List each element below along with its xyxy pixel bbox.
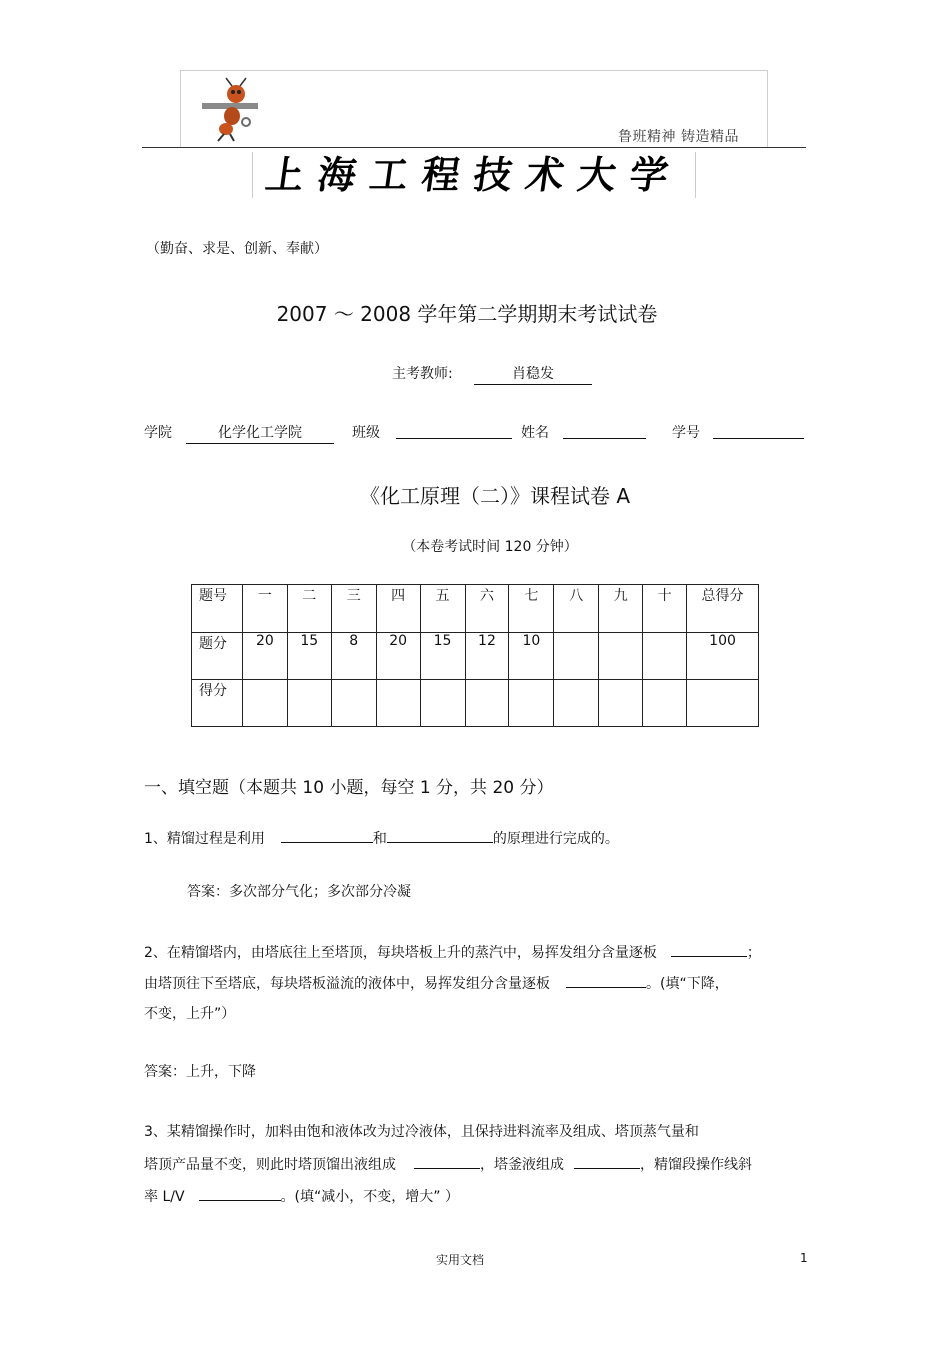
school-motto: （勤奋、求是、创新、奉献） <box>146 241 328 257</box>
question-3-line-3 <box>144 1184 459 1206</box>
table-cell: 15 <box>420 633 465 680</box>
question-1 <box>144 826 619 848</box>
table-cell: 题分 <box>192 633 243 680</box>
header-divider <box>142 147 806 148</box>
answer-blank[interactable] <box>387 826 493 843</box>
table-cell: 20 <box>376 633 420 680</box>
table-cell: 题号 <box>192 585 243 633</box>
question-text: ； <box>746 945 761 961</box>
question-text: 和 <box>372 831 387 847</box>
header-motto: 鲁班精神 铸造精品 <box>618 129 739 145</box>
table-cell: 100 <box>687 633 759 680</box>
table-cell <box>599 633 643 680</box>
question-text: 率 L/V <box>144 1189 185 1205</box>
class-label: 班级 <box>352 425 380 441</box>
answer-blank[interactable] <box>199 1184 281 1201</box>
table-cell: 12 <box>465 633 509 680</box>
footer-label: 实用文档 <box>436 1253 485 1267</box>
table-cell: 总得分 <box>687 585 759 633</box>
table-cell: 六 <box>465 585 509 633</box>
table-cell: 8 <box>331 633 376 680</box>
answer-blank[interactable] <box>414 1152 480 1169</box>
question-3-line-1: 3、某精馏操作时，加料由饱和液体改为过冷液体，且保持进料流率及组成、塔顶蒸气量和 <box>144 1124 699 1140</box>
answer-1: 答案：多次部分气化；多次部分冷凝 <box>187 884 411 900</box>
class-field[interactable] <box>396 438 512 439</box>
course-title: 《化工原理（二）》课程试卷 A <box>359 484 631 508</box>
name-label: 姓名 <box>521 425 549 441</box>
table-cell: 九 <box>599 585 643 633</box>
answer-blank[interactable] <box>574 1152 640 1169</box>
table-cell: 五 <box>420 585 465 633</box>
score-input-cell[interactable] <box>554 680 599 727</box>
score-table <box>191 584 759 727</box>
table-row-score <box>192 680 759 727</box>
score-input-cell[interactable] <box>376 680 420 727</box>
score-input-cell[interactable] <box>331 680 376 727</box>
score-input-cell[interactable] <box>509 680 554 727</box>
question-text: 1、精馏过程是利用 <box>144 831 265 847</box>
section-title: 一、填空题（本题共 10 小题，每空 1 分，共 20 分） <box>144 778 554 798</box>
exam-title: 2007 ～ 2008 学年第二学期期末考试试卷 <box>276 302 658 326</box>
score-input-cell[interactable] <box>687 680 759 727</box>
question-text: ，精馏段操作线斜 <box>640 1157 752 1173</box>
university-name: 上海工程技术大学 <box>262 152 686 197</box>
table-cell <box>554 633 599 680</box>
score-input-cell[interactable] <box>465 680 509 727</box>
table-row-header <box>192 585 759 633</box>
question-text: 。(填“减小，不变，增大” ） <box>280 1189 459 1205</box>
score-input-cell[interactable] <box>242 680 287 727</box>
teacher-name: 肖稳发 <box>474 363 592 385</box>
question-text: 塔顶产品量不变，则此时塔顶馏出液组成 <box>144 1157 396 1173</box>
question-text: 。(填“下降， <box>646 976 729 992</box>
table-cell: 15 <box>287 633 331 680</box>
table-cell: 三 <box>331 585 376 633</box>
table-cell: 10 <box>509 633 554 680</box>
table-cell: 一 <box>242 585 287 633</box>
table-cell: 二 <box>287 585 331 633</box>
table-cell: 得分 <box>192 680 243 727</box>
student-id-label: 学号 <box>672 425 700 441</box>
college-label: 学院 <box>144 425 172 441</box>
teacher-label: 主考教师: <box>392 366 453 382</box>
table-cell: 八 <box>554 585 599 633</box>
question-2-line-1 <box>144 940 761 962</box>
table-cell: 七 <box>509 585 554 633</box>
page-number: 1 <box>800 1251 808 1265</box>
ant-mascot-logo <box>200 76 260 142</box>
score-input-cell[interactable] <box>420 680 465 727</box>
question-text: 的原理进行完成的。 <box>492 831 619 847</box>
question-text: 由塔顶往下至塔底，每块塔板溢流的液体中，易挥发组分含量逐板 <box>144 976 550 992</box>
question-text: ，塔釜液组成 <box>480 1157 564 1173</box>
college-field[interactable]: 化学化工学院 <box>186 422 334 444</box>
answer-blank[interactable] <box>566 971 646 988</box>
table-cell: 20 <box>242 633 287 680</box>
table-row-points <box>192 633 759 680</box>
question-text: 2、在精馏塔内，由塔底往上至塔顶，每块塔板上升的蒸汽中，易挥发组分含量逐板 <box>144 945 657 961</box>
answer-blank[interactable] <box>281 826 373 843</box>
score-input-cell[interactable] <box>287 680 331 727</box>
question-2-line-2 <box>144 971 729 993</box>
score-input-cell[interactable] <box>643 680 687 727</box>
exam-time: （本卷考试时间 120 分钟） <box>402 539 578 555</box>
question-2-line-3: 不变，上升”） <box>144 1006 236 1022</box>
question-3-line-2 <box>144 1152 752 1174</box>
name-field[interactable] <box>563 438 646 439</box>
score-input-cell[interactable] <box>599 680 643 727</box>
answer-2: 答案：上升，下降 <box>144 1064 256 1080</box>
student-id-field[interactable] <box>713 438 804 439</box>
table-cell <box>643 633 687 680</box>
table-cell: 四 <box>376 585 420 633</box>
answer-blank[interactable] <box>671 940 747 957</box>
table-cell: 十 <box>643 585 687 633</box>
university-name-banner <box>252 152 696 198</box>
